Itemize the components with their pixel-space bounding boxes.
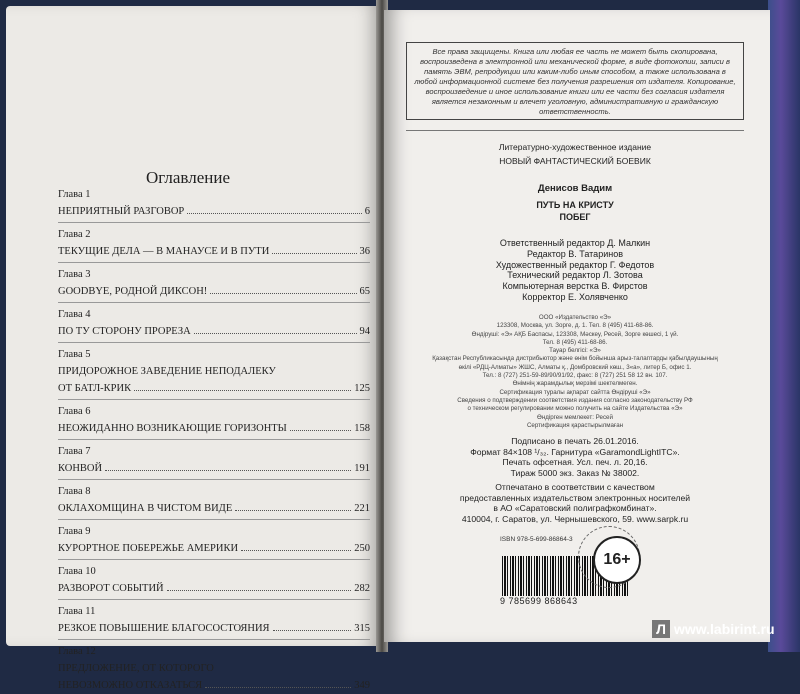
watermark-letter: Л [652, 620, 670, 638]
publisher-line: Өндірген мемлекет: Ресей [537, 413, 613, 421]
chapter-title: ОКЛАХОМЩИНА В ЧИСТОМ ВИДЕ [58, 503, 233, 514]
chapter-number: Глава 5 [58, 349, 91, 360]
chapter-page: 6 [364, 206, 370, 217]
chapter-number: Глава 9 [58, 526, 91, 537]
toc-entry [58, 266, 370, 303]
staff-line: Технический редактор Л. Зотова [507, 270, 643, 281]
toc-entry [58, 643, 370, 694]
watermark-logo [652, 620, 792, 644]
printer-line: предоставленных издательством электронных носителей [459, 492, 691, 503]
chapter-page: 36 [359, 246, 370, 257]
print-line: Печать офсетная. Усл. печ. л. 20,16. [502, 457, 648, 467]
book-subtitle: ПОБЕГ [559, 212, 591, 222]
chapter-number: Глава 8 [58, 486, 91, 497]
toc-list [58, 186, 370, 694]
author-name: Денисов Вадим [537, 183, 613, 194]
chapter-number: Глава 2 [58, 229, 91, 240]
chapter-page: 94 [359, 326, 370, 337]
toc-entry [58, 603, 370, 640]
chapter-title: КОНВОЙ [58, 463, 103, 474]
printer-line: 410004, г. Саратов, ул. Чернышевского, 59. www.sarpk.ru [461, 513, 689, 524]
publisher-line: о техническом регулировании можно получить на сайте Издательства «Э» [467, 405, 683, 413]
chapter-title-cont: ОТ БАТЛ-КРИК [58, 383, 132, 394]
series-name: НОВЫЙ ФАНТАСТИЧЕСКИЙ БОЕВИК [499, 156, 651, 166]
printer-line: Отпечатано в соответствии с качеством [495, 482, 655, 492]
toc-entry [58, 403, 370, 440]
toc-entry [58, 306, 370, 343]
toc-entry [58, 186, 370, 223]
publisher-line: өкілі «РДЦ-Алматы» ЖШС, Алматы қ., Домбровский көш., 3«а», литер Б, офис 1. [458, 363, 692, 371]
chapter-page: 349 [354, 680, 370, 691]
publisher-info [406, 314, 744, 430]
printer-line: в АО «Саратовский полиграфкомбинат». [493, 503, 657, 513]
publisher-line: Тауар белгісі: «Э» [549, 347, 601, 355]
chapter-page: 282 [354, 583, 370, 594]
chapter-title: НЕПРИЯТНЫЙ РАЗГОВОР [58, 206, 185, 217]
chapter-number: Глава 11 [58, 606, 96, 617]
publisher-line: 123308, Москва, ул. Зорге, д. 1. Тел. 8 (495) 411-68-86. [496, 322, 654, 330]
divider [406, 130, 744, 131]
chapter-page: 158 [354, 423, 370, 434]
staff-line: Компьютерная верстка В. Фирстов [502, 281, 648, 292]
publisher-line: Тел.: 8 (727) 251-59-89/90/91/92, факс: 8 (727) 251 58 12 вн. 107. [482, 372, 668, 380]
chapter-page: 191 [354, 463, 370, 474]
publisher-line: Өнімнің жарамдылық мерзімі шектелмеген. [512, 380, 638, 388]
chapter-title: РЕЗКОЕ ПОВЫШЕНИЕ БЛАГОСОСТОЯНИЯ [58, 623, 270, 634]
publisher-line: Қазақстан Республикасында дистрибьютор және өнім бойынша арыз-талаптарды қабылдаушының [432, 355, 718, 363]
editorial-staff [406, 238, 744, 303]
chapter-title-cont: НЕВОЗМОЖНО ОТКАЗАТЬСЯ [58, 680, 203, 691]
isbn: ISBN 978-5-699-86864-3 [500, 536, 573, 543]
toc-entry [58, 226, 370, 263]
publisher-line: Сертификация қарастырылмаған [526, 421, 624, 429]
chapter-page: 65 [359, 286, 370, 297]
chapter-number: Глава 6 [58, 406, 91, 417]
chapter-title: GOODBYE, РОДНОЙ ДИКСОН! [58, 286, 208, 297]
age-rating-badge: 16+ [593, 536, 641, 584]
chapter-title: ПО ТУ СТОРОНУ ПРОРЕЗА [58, 326, 191, 337]
print-line: Тираж 5000 экз. Заказ № 38002. [510, 467, 640, 478]
chapter-title: ПРЕДЛОЖЕНИЕ, ОТ КОТОРОГО [58, 663, 214, 674]
toc-entry [58, 523, 370, 560]
staff-line: Корректор Е. Холявченко [522, 291, 628, 302]
staff-line: Ответственный редактор Д. Малкин [499, 238, 651, 248]
chapter-title: ТЕКУЩИЕ ДЕЛА — В МАНАУСЕ И В ПУТИ [58, 246, 270, 257]
toc-title: Оглавление [146, 168, 230, 187]
edition-type: Литературно-художественное издание [498, 142, 652, 152]
printer-info [406, 482, 744, 524]
publisher-line: Тел. 8 (495) 411-68-86. [542, 338, 608, 346]
chapter-page: 250 [354, 543, 370, 554]
print-line: Формат 84×108 ¹/₃₂. Гарнитура «GaramondLightITC». [470, 446, 680, 457]
publisher-line: Өндіруші: «Э» АҚБ Баспасы, 123308, Мәскеу, Ресей, Зорге көшесі, 1 үй. [471, 330, 679, 338]
book-title: ПУТЬ НА КРИСТУ [536, 200, 614, 210]
chapter-page: 221 [354, 503, 370, 514]
publisher-line: Сведения о подтверждении соответствия издания согласно законодательству РФ [457, 396, 693, 404]
chapter-page: 125 [354, 383, 370, 394]
chapter-title: ПРИДОРОЖНОЕ ЗАВЕДЕНИЕ НЕПОДАЛЕКУ [58, 366, 276, 377]
chapter-page: 315 [354, 623, 370, 634]
publisher-line: Сертификация туралы ақпарат сайтта Өндіруші «Э» [499, 388, 651, 396]
chapter-title: НЕОЖИДАННО ВОЗНИКАЮЩИЕ ГОРИЗОНТЫ [58, 423, 287, 434]
chapter-number: Глава 12 [58, 646, 96, 657]
staff-line: Редактор В. Татаринов [527, 248, 623, 259]
chapter-number: Глава 10 [58, 566, 96, 577]
watermark-text: www.labirint.ru [674, 621, 775, 637]
staff-line: Художественный редактор Г. Федотов [495, 259, 655, 270]
book-cover-edge [768, 0, 800, 652]
toc-entry [58, 346, 370, 400]
barcode-number: 9 785699 868643 [500, 596, 578, 606]
chapter-title: КУРОРТНОЕ ПОБЕРЕЖЬЕ АМЕРИКИ [58, 543, 239, 554]
toc-entry [58, 563, 370, 600]
print-line: Подписано в печать 26.01.2016. [511, 436, 639, 446]
toc-entry [58, 483, 370, 520]
chapter-number: Глава 4 [58, 309, 91, 320]
chapter-title: РАЗВОРОТ СОБЫТИЙ [58, 583, 164, 594]
chapter-number: Глава 3 [58, 269, 91, 280]
copyright-notice: Все права защищены. Книга или любая ее часть не может быть скопирована, воспроизведена в электронной или механической форме, в виде фотокопии, записи в память ЭВМ, репродукции или каким-либо иным способом, а также использована в любой информационной системе без получения разрешения от издателя. Копирование, воспроизведение и иное использование книги или ее части без согласия издателя является незаконным и влечет уголовную, административную и гражданскую ответственность. [406, 42, 744, 120]
chapter-number: Глава 7 [58, 446, 91, 457]
print-info [406, 436, 744, 478]
toc-entry [58, 443, 370, 480]
chapter-number: Глава 1 [58, 189, 91, 200]
publisher-line: ООО «Издательство «Э» [538, 314, 612, 321]
